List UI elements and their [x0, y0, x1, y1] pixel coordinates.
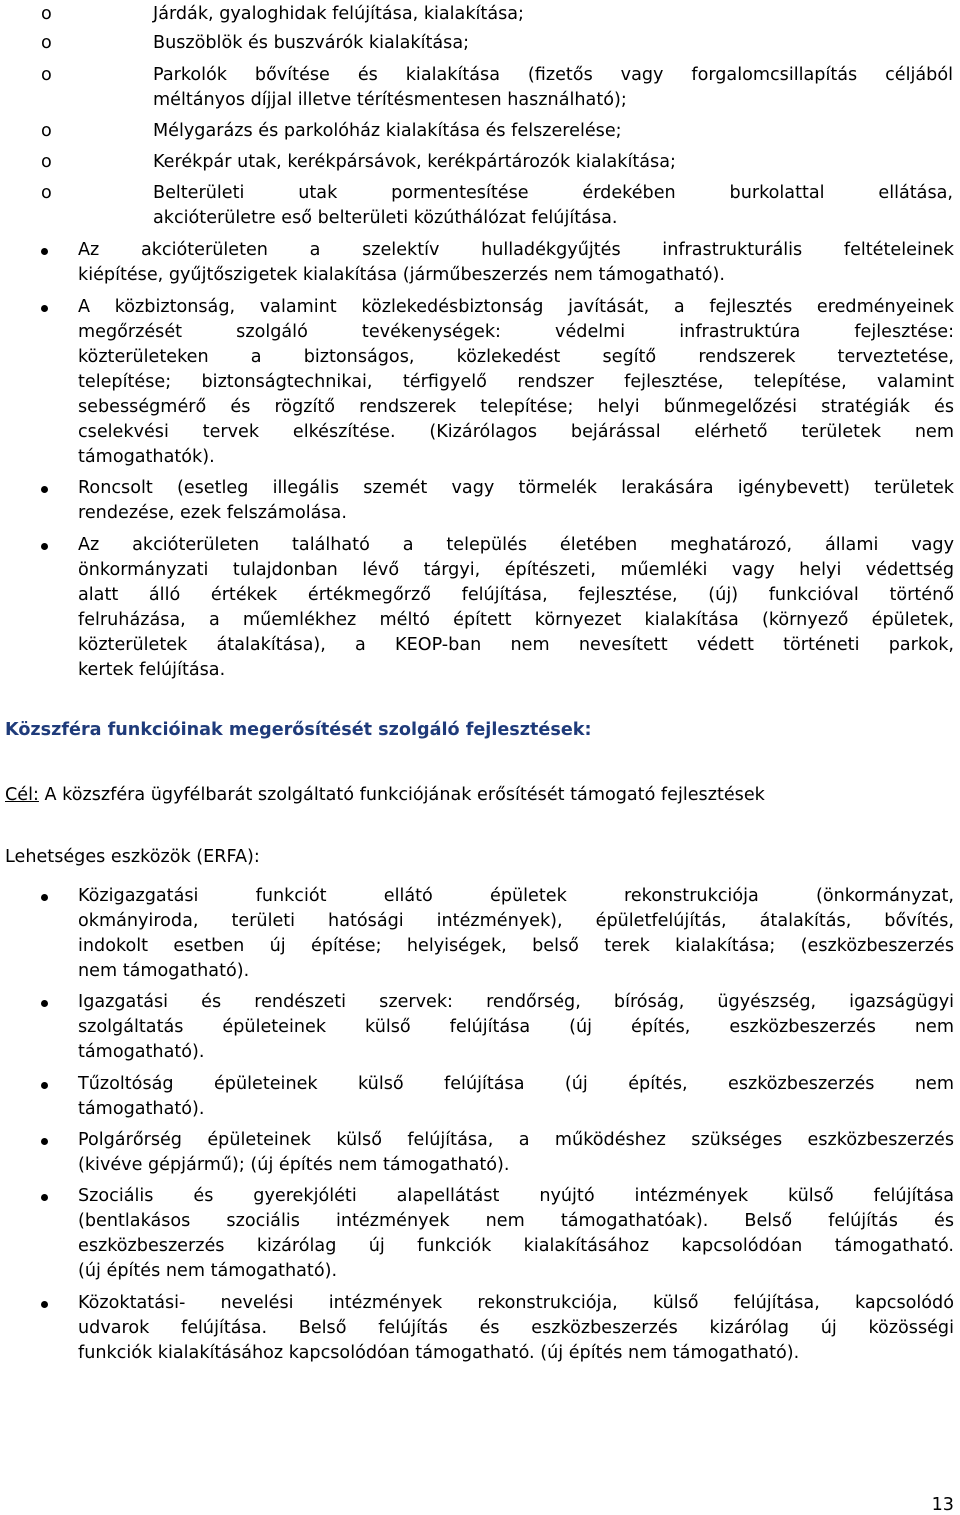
sub-item-marker: o: [41, 4, 52, 24]
bullet-line: Polgárőrség épületeinek külső felújítása, a működéshez szükséges eszközbeszerzés: [78, 1130, 954, 1150]
tools-label: Lehetséges eszközök (ERFA):: [5, 847, 260, 867]
bullet-line: Közigazgatási funkciót ellátó épületek rekonstrukciója (önkormányzat,: [78, 886, 954, 906]
bullet-line: Szociális és gyerekjóléti alapellátást nyújtó intézmények külső felújítása: [78, 1186, 954, 1206]
bullet-icon: [41, 248, 48, 255]
sub-item-line: méltányos díjjal illetve térítésmentesen használható);: [153, 90, 627, 110]
bullet-line: megőrzését szolgáló tevékenységek: védelmi infrastruktúra fejlesztése:: [78, 322, 954, 342]
sub-item-line: Buszöblök és buszvárók kialakítása;: [153, 33, 470, 53]
sub-item-line: Mélygarázs és parkolóház kialakítása és felszerelése;: [153, 121, 622, 141]
bullet-line: alatt álló értékek értékmegőrző felújítása, fejlesztése, (új) funkcióval történő: [78, 585, 954, 605]
bullet-line: udvarok felújítása. Belső felújítás és eszközbeszerzés kizárólag új közösségi: [78, 1318, 954, 1338]
bullet-line: kiépítése, gyűjtőszigetek kialakítása (járműbeszerzés nem támogatható).: [78, 265, 725, 285]
bullet-icon: [41, 486, 48, 493]
bullet-line: A közbiztonság, valamint közlekedésbiztonság javítását, a fejlesztés eredményeinek: [78, 297, 954, 317]
sub-item-marker: o: [41, 121, 52, 141]
bullet-line: (bentlakásos szociális intézmények nem támogathatóak). Belső felújítás és: [78, 1211, 954, 1231]
bullet-line: támogatható).: [78, 1099, 205, 1119]
sub-item-marker: o: [41, 65, 52, 85]
sub-item-marker: o: [41, 33, 52, 53]
goal-line: [5, 787, 765, 805]
goal-text: A közszféra ügyfélbarát szolgáltató funkciójának erősítését támogató fejlesztések: [38, 785, 765, 805]
sub-item-marker: o: [41, 152, 52, 172]
bullet-line: közterületek átalakítása), a KEOP-ban nem nevesített védett történeti parkok,: [78, 635, 954, 655]
bullet-icon: [41, 543, 48, 550]
page-number: 13: [931, 1495, 954, 1515]
bullet-line: szolgáltatás épületeinek külső felújítása (új építés, eszközbeszerzés nem: [78, 1017, 954, 1037]
bullet-line: felruházása, a műemlékhez méltó épített környezet kialakítása (környező épületek,: [78, 610, 954, 630]
bullet-line: indokolt esetben új építése; helyiségek, belső terek kialakítása; (eszközbeszerzés: [78, 936, 954, 956]
bullet-line: rendezése, ezek felszámolása.: [78, 503, 347, 523]
bullet-line: Az akcióterületen található a település életében meghatározó, állami vagy: [78, 535, 954, 555]
bullet-line: nem támogatható).: [78, 961, 250, 981]
sub-item-line: Belterületi utak pormentesítése érdekében burkolattal ellátása,: [153, 183, 953, 203]
bullet-icon: [41, 1301, 48, 1308]
bullet-icon: [41, 1194, 48, 1201]
bullet-line: cselekvési tervek elkészítése. (Kizárólagos bejárással elérhető területek nem: [78, 422, 954, 442]
bullet-line: eszközbeszerzés kizárólag új funkciók kialakításához kapcsolódóan támogatható.: [78, 1236, 954, 1256]
sub-item-line: Kerékpár utak, kerékpársávok, kerékpártározók kialakítása;: [153, 152, 676, 172]
bullet-line: önkormányzati tulajdonban lévő tárgyi, építészeti, műemléki vagy helyi védettség: [78, 560, 954, 580]
bullet-line: (kivéve gépjármű); (új építés nem támogatható).: [78, 1155, 510, 1175]
bullet-icon: [41, 1138, 48, 1145]
bullet-line: közterületeken a biztonságos, közlekedést segítő rendszerek terveztetése,: [78, 347, 954, 367]
section-heading: Közszféra funkcióinak megerősítését szolgáló fejlesztések:: [5, 720, 592, 740]
sub-item-marker: o: [41, 183, 52, 203]
sub-item-line: Parkolók bővítése és kialakítása (fizetős vagy forgalomcsillapítás céljából: [153, 65, 953, 85]
bullet-line: Igazgatási és rendészeti szervek: rendőrség, bíróság, ügyészség, igazságügyi: [78, 992, 954, 1012]
bullet-icon: [41, 1000, 48, 1007]
sub-item-line: akcióterületre eső belterületi közúthálózat felújítása.: [153, 208, 618, 228]
bullet-line: Roncsolt (esetleg illegális szemét vagy törmelék lerakására igénybevett) területek: [78, 478, 954, 498]
bullet-icon: [41, 1082, 48, 1089]
bullet-line: kertek felújítása.: [78, 660, 226, 680]
bullet-line: okmányiroda, területi hatósági intézmények), épületfelújítás, átalakítás, bővítés,: [78, 911, 954, 931]
bullet-line: támogatható).: [78, 1042, 205, 1062]
bullet-line: telepítése; biztonságtechnikai, térfigyelő rendszer fejlesztése, telepítése, valamint: [78, 372, 954, 392]
bullet-line: (új építés nem támogatható).: [78, 1261, 338, 1281]
bullet-line: funkciók kialakításához kapcsolódóan támogatható. (új építés nem támogatható).: [78, 1343, 800, 1363]
bullet-line: támogathatók).: [78, 447, 215, 467]
goal-label: Cél:: [5, 785, 39, 805]
bullet-line: Tűzoltóság épületeinek külső felújítása (új építés, eszközbeszerzés nem: [78, 1074, 954, 1094]
sub-item-line: Járdák, gyaloghidak felújítása, kialakítása;: [153, 4, 524, 24]
bullet-icon: [41, 305, 48, 312]
bullet-line: Az akcióterületen a szelektív hulladékgyűjtés infrastrukturális feltételeinek: [78, 240, 954, 260]
bullet-icon: [41, 894, 48, 901]
bullet-line: Közoktatási- nevelési intézmények rekonstrukciója, külső felújítása, kapcsolódó: [78, 1293, 954, 1313]
bullet-line: sebességmérő és rögzítő rendszerek telepítése; helyi bűnmegelőzési stratégiák és: [78, 397, 954, 417]
